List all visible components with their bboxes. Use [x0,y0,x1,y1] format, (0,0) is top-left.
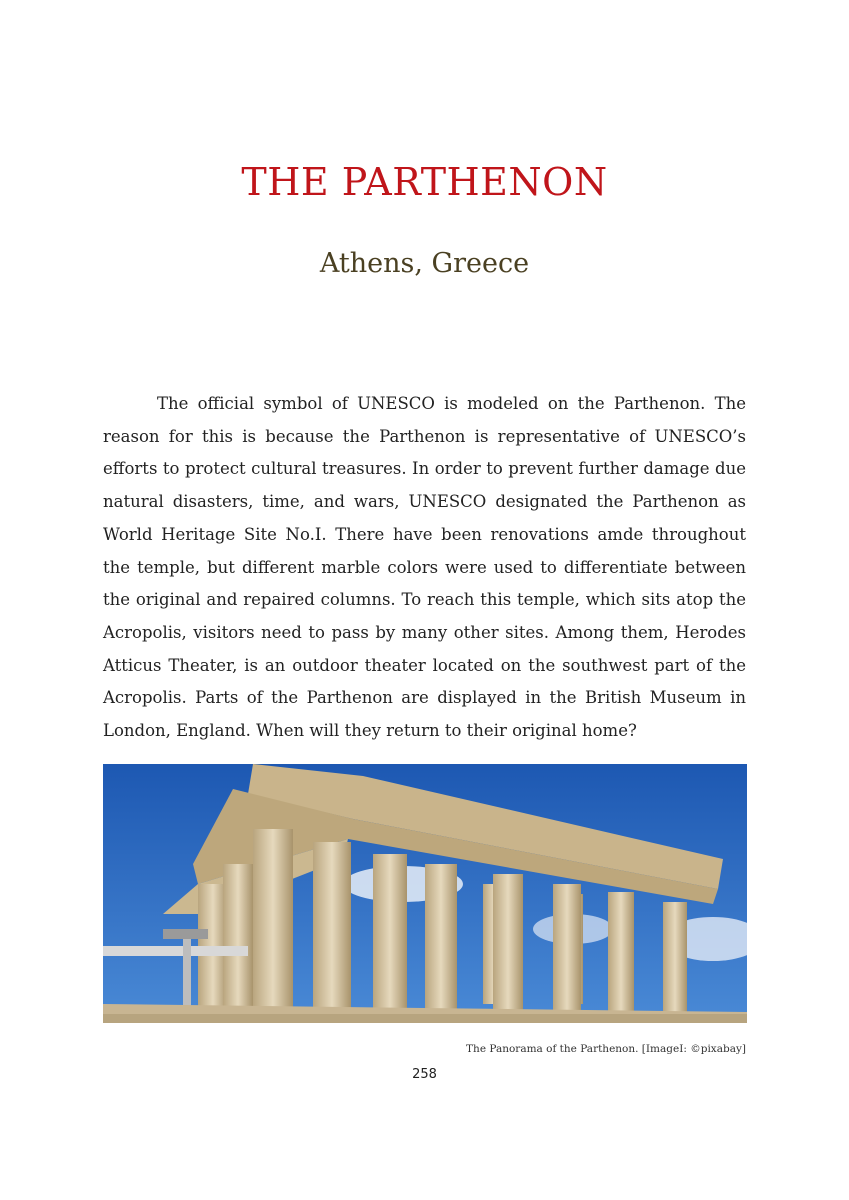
page-title: THE PARTHENON [241,160,608,204]
page-number: 258 [412,1067,437,1082]
body-paragraph: The official symbol of UNESCO is modeled on the Parthenon. The reason for this is because the Parthenon is representative of UNESCO’s efforts to protect cultural treasures. In order to prevent further damage due natural disasters, time, and wars, UNESCO designated the Parthenon as World Heritage Site No.I. There have been renovations amde throughout the temple, but different marble colors were used to differentiate between the original and repaired columns. To reach this temple, which sits atop the Acropolis, visitors need to pass by many other sites. Among them, Herodes Atticus Theater, is an outdoor theater located on the southwest part of the Acropolis. Parts of the Parthenon are displayed in the British Museum in London, England. When will they return to their original home? [103,394,746,741]
image-caption: The Panorama of the Parthenon. [ImageI: ©pixabay] [466,1043,746,1055]
parthenon-photo [103,764,747,1023]
parthenon-image [103,764,747,1023]
page-subtitle: Athens, Greece [319,248,530,279]
